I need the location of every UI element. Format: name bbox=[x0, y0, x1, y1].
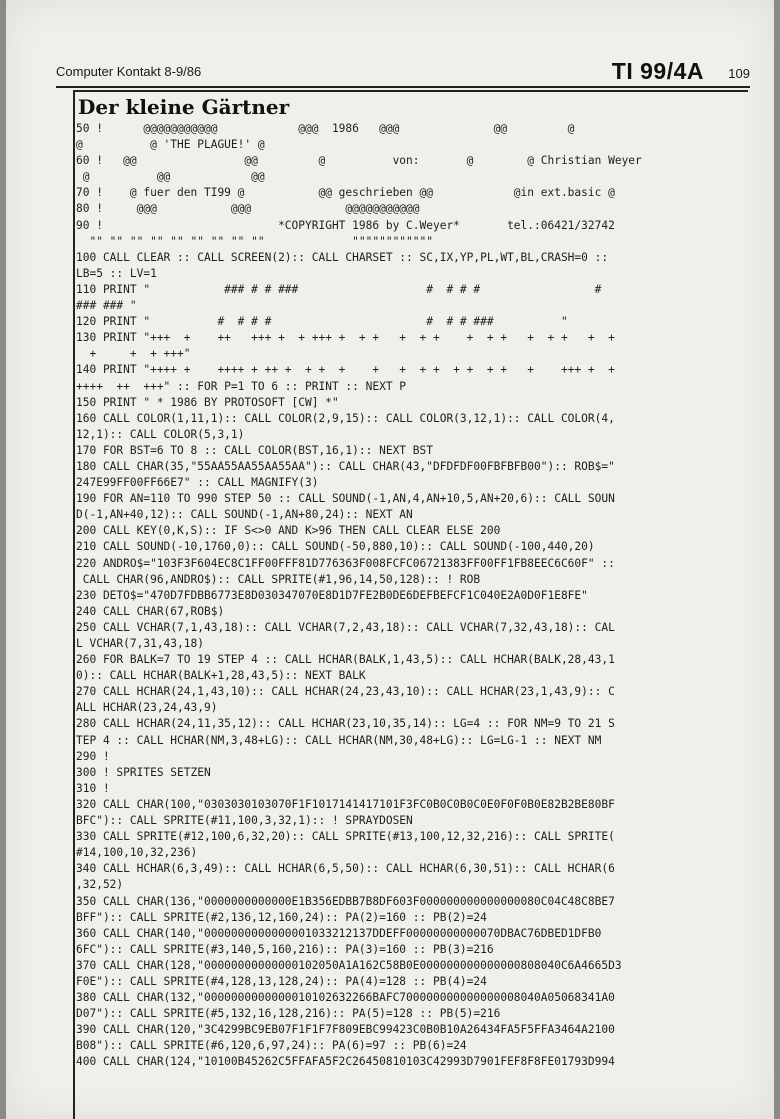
listing-line: 12,1):: CALL COLOR(5,3,1) bbox=[76, 427, 245, 441]
listing-line: 390 CALL CHAR(120,"3C4299BC9EB07F1F1F7F809EBC99423C0B0B10A26434FA5F5FFA3464A2100 bbox=[76, 1023, 615, 1037]
listing-line: BFF"):: CALL SPRITE(#2,136,12,160,24):: PA(2)=160 :: PB(2)=24 bbox=[76, 910, 487, 924]
listing-line: 280 CALL HCHAR(24,11,35,12):: CALL HCHAR(23,10,35,14):: LG=4 :: FOR NM=9 TO 21 S bbox=[76, 717, 615, 731]
listing-line: 0):: CALL HCHAR(BALK+1,28,43,5):: NEXT BALK bbox=[76, 669, 366, 683]
listing-line: 310 ! bbox=[76, 781, 110, 795]
listing-line: + + + +++" bbox=[76, 347, 191, 361]
listing-line: 120 PRINT " # # # # # # # ### " bbox=[76, 315, 568, 329]
listing-line: 260 FOR BALK=7 TO 19 STEP 4 :: CALL HCHAR(BALK,1,43,5):: CALL HCHAR(BALK,28,43,1 bbox=[76, 653, 615, 667]
listing-line: 290 ! bbox=[76, 749, 110, 763]
listing-line: 90 ! *COPYRIGHT 1986 by C.Weyer* tel.:06421/32742 bbox=[76, 218, 615, 232]
listing-line: 340 CALL HCHAR(6,3,49):: CALL HCHAR(6,5,50):: CALL HCHAR(6,30,51):: CALL HCHAR(6 bbox=[76, 862, 615, 876]
listing-line: @ @ 'THE PLAGUE!' @ bbox=[76, 138, 265, 152]
listing-line: D07"):: CALL SPRITE(#5,132,16,128,216):: PA(5)=128 :: PB(5)=216 bbox=[76, 1007, 501, 1021]
listing-line: ,32,52) bbox=[76, 878, 124, 892]
listing-line: 60 ! @@ @@ @ von: @ @ Christian Weyer bbox=[76, 154, 642, 168]
listing-line: 180 CALL CHAR(35,"55AA55AA55AA55AA"):: CALL CHAR(43,"DFDFDF00FBFBFB00"):: ROB$=" bbox=[76, 459, 615, 473]
listing-line: 170 FOR BST=6 TO 8 :: CALL COLOR(BST,16,1):: NEXT BST bbox=[76, 443, 433, 457]
listing-line: 240 CALL CHAR(67,ROB$) bbox=[76, 604, 225, 618]
listing-line: 250 CALL VCHAR(7,1,43,18):: CALL VCHAR(7,2,43,18):: CALL VCHAR(7,32,43,18):: CAL bbox=[76, 620, 615, 634]
listing-line: 330 CALL SPRITE(#12,100,6,32,20):: CALL SPRITE(#13,100,12,32,216):: CALL SPRITE( bbox=[76, 830, 615, 844]
listing-line: ALL HCHAR(23,24,43,9) bbox=[76, 701, 218, 715]
listing-line: LB=5 :: LV=1 bbox=[76, 266, 157, 280]
listing-line: "" "" "" "" "" "" "" "" "" """""""""""" bbox=[76, 234, 433, 248]
listing-line: 140 PRINT "++++ + ++++ + ++ + + + + + + + + + + + + + +++ + + bbox=[76, 363, 615, 377]
listing-line: 200 CALL KEY(0,K,S):: IF S<>0 AND K>96 THEN CALL CLEAR ELSE 200 bbox=[76, 524, 501, 538]
listing-line: ### ### " bbox=[76, 299, 137, 313]
listing-line: #14,100,10,32,236) bbox=[76, 846, 198, 860]
listing-line: 110 PRINT " ### # # ### # # # # # bbox=[76, 282, 602, 296]
listing-line: 320 CALL CHAR(100,"0303030103070F1F1017141417101F3FC0B0C0B0C0E0F0F0B0E82B2BE80BF bbox=[76, 797, 615, 811]
listing-line: F0E"):: CALL SPRITE(#4,128,13,128,24):: PA(4)=128 :: PB(4)=24 bbox=[76, 974, 487, 988]
listing-line: 190 FOR AN=110 TO 990 STEP 50 :: CALL SOUND(-1,AN,4,AN+10,5,AN+20,6):: CALL SOUN bbox=[76, 492, 615, 506]
listing-line: 6FC"):: CALL SPRITE(#3,140,5,160,216):: PA(3)=160 :: PB(3)=216 bbox=[76, 942, 494, 956]
listing-line: 350 CALL CHAR(136,"0000000000000E1B356EDBB7B8DF603F000000000000000080C04C48C8BE7 bbox=[76, 894, 615, 908]
listing-line: B08"):: CALL SPRITE(#6,120,6,97,24):: PA(6)=97 :: PB(6)=24 bbox=[76, 1039, 467, 1053]
page-number: 109 bbox=[728, 66, 750, 81]
article-title: Der kleine Gärtner bbox=[78, 95, 290, 119]
listing-line: L VCHAR(7,31,43,18) bbox=[76, 637, 204, 650]
listing-line: 360 CALL CHAR(140,"0000000000000001033212137DDEFF00000000000070DBAC76DBED1DFB0 bbox=[76, 926, 602, 940]
listing-line: 370 CALL CHAR(128,"00000000000000102050A1A162C58B0E000000000000000808040C6A4665D3 bbox=[76, 958, 622, 972]
listing-line: 270 CALL HCHAR(24,1,43,10):: CALL HCHAR(24,23,43,10):: CALL HCHAR(23,1,43,9):: C bbox=[76, 685, 615, 699]
listing-line: 160 CALL COLOR(1,11,1):: CALL COLOR(2,9,15):: CALL COLOR(3,12,1):: CALL COLOR(4, bbox=[76, 411, 615, 425]
listing-line: BFC"):: CALL SPRITE(#11,100,3,32,1):: ! SPRAYDOSEN bbox=[76, 814, 413, 828]
listing-line: 380 CALL CHAR(132,"0000000000000010102632266BAFC700000000000000008040A05068341A0 bbox=[76, 991, 615, 1005]
listing-line: 70 ! @ fuer den TI99 @ @@ geschrieben @@ @in ext.basic @ bbox=[76, 186, 615, 200]
listing-line: 400 CALL CHAR(124,"10100B45262C5FFAFA5F2C26450810103C42993D7901FEF8F8FE01793D994 bbox=[76, 1055, 615, 1069]
listing-line: 130 PRINT "+++ + ++ +++ + + +++ + + + + + + + + + + + + + + bbox=[76, 331, 615, 345]
listing-line: 247E99FF00FF66E7" :: CALL MAGNIFY(3) bbox=[76, 476, 319, 490]
listing-line: @ @@ @@ bbox=[76, 170, 265, 184]
listing-line: 220 ANDRO$="103F3F604EC8C1FF00FFF81D776363F008FCFC06721383FF00FF1FB8EEC6C60F" :: bbox=[76, 556, 615, 570]
listing-line: TEP 4 :: CALL HCHAR(NM,3,48+LG):: CALL HCHAR(NM,30,48+LG):: LG=LG-1 :: NEXT NM bbox=[76, 733, 602, 747]
listing-line: 210 CALL SOUND(-10,1760,0):: CALL SOUND(-50,880,10):: CALL SOUND(-100,440,20) bbox=[76, 540, 595, 554]
listing-line: ++++ ++ +++" :: FOR P=1 TO 6 :: PRINT :: NEXT P bbox=[76, 379, 407, 393]
system-title: TI 99/4A bbox=[611, 58, 704, 84]
listing-line: 150 PRINT " * 1986 BY PROTOSOFT [CW] *" bbox=[76, 395, 339, 409]
listing-line: 230 DETO$="470D7FDBB6773E8D030347070E8D1D7FE2B0DE6DEFBEFCF1C040E2A0D0F1E8FE" bbox=[76, 588, 588, 602]
listing-line: CALL CHAR(96,ANDRO$):: CALL SPRITE(#1,96,14,50,128):: ! ROB bbox=[76, 572, 481, 586]
page-header bbox=[56, 56, 750, 88]
listing-line: D(-1,AN+40,12):: CALL SOUND(-1,AN+80,24):: NEXT AN bbox=[76, 508, 413, 522]
listing-line: 50 ! @@@@@@@@@@@ @@@ 1986 @@@ @@ @ bbox=[76, 122, 575, 135]
listing-line: 100 CALL CLEAR :: CALL SCREEN(2):: CALL CHARSET :: SC,IX,YP,PL,WT,BL,CRASH=0 :: bbox=[76, 250, 609, 264]
listing-line: 300 ! SPRITES SETZEN bbox=[76, 765, 211, 779]
listing-line: 80 ! @@@ @@@ @@@@@@@@@@@ bbox=[76, 202, 420, 216]
program-listing bbox=[76, 121, 726, 1071]
magazine-issue: Computer Kontakt 8-9/86 bbox=[56, 64, 202, 79]
